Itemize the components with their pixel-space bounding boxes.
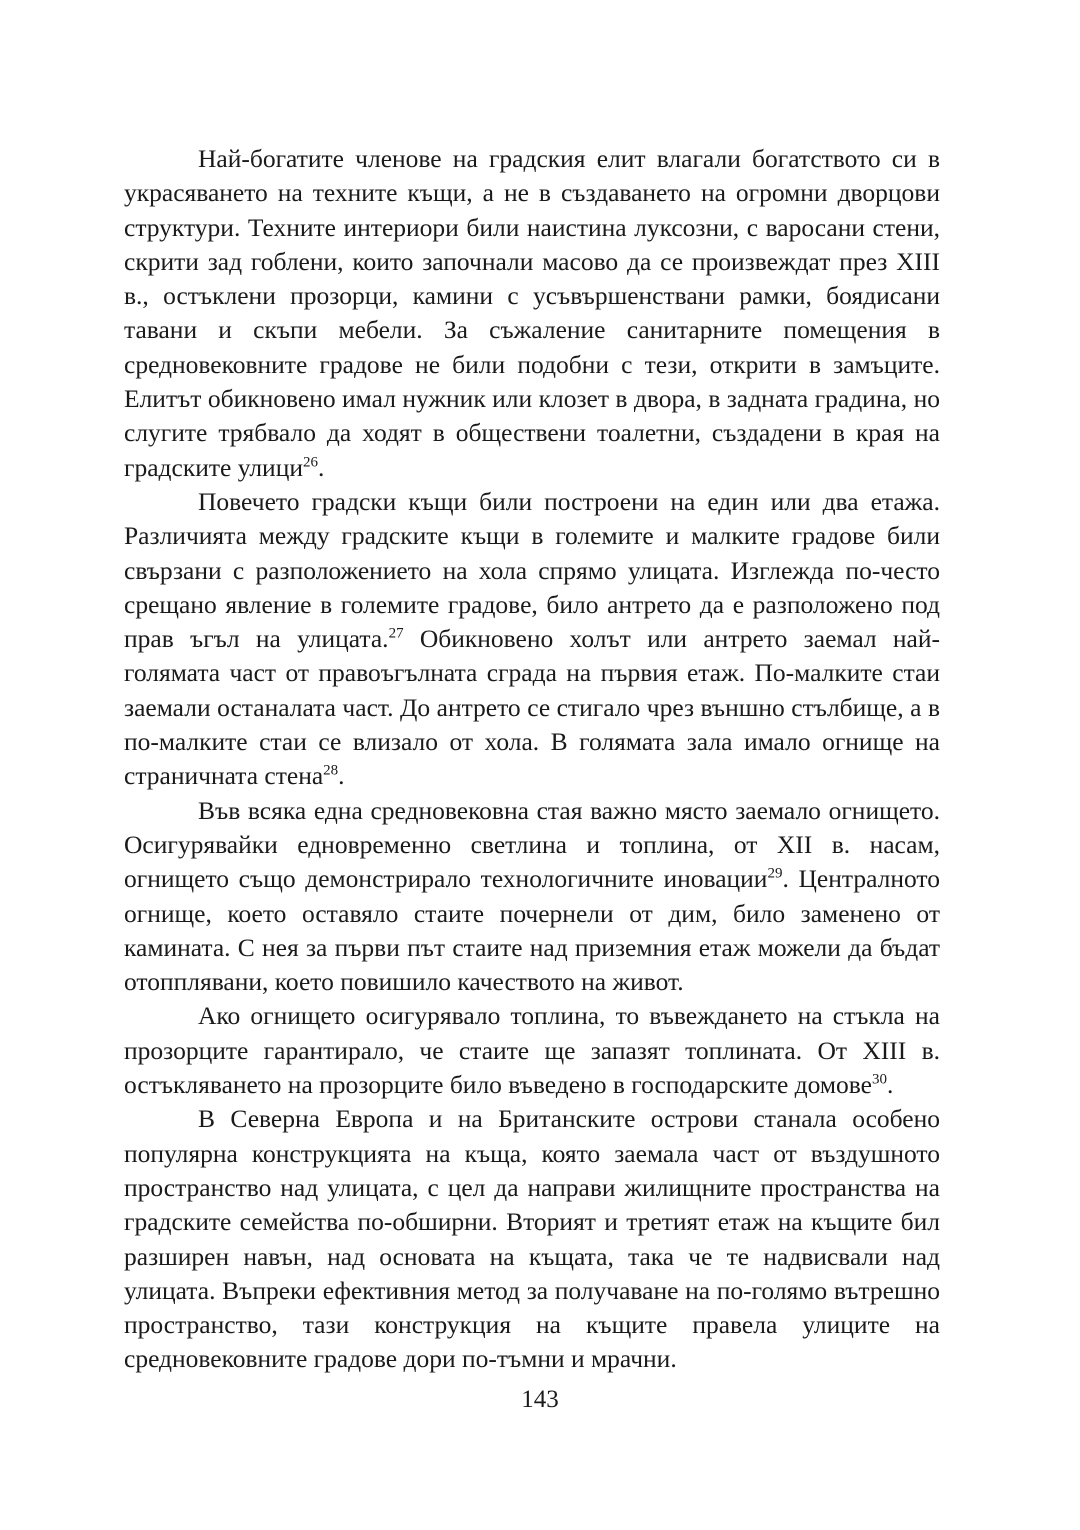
footnote-ref-28[interactable]: 28	[323, 762, 339, 779]
paragraph-3	[124, 794, 940, 1000]
footnote-ref-26[interactable]: 26	[303, 454, 318, 471]
footnote-ref-27[interactable]: 27	[388, 625, 404, 642]
paragraph-tail: . Централното огнище, което оставяло стаите почернели от дим, било заменено от камината. С нея за първи път стаите над приземния етаж можели да бъдат отопплявани, което повишило качеството на живот.	[124, 864, 940, 997]
paragraph-1	[124, 142, 940, 485]
paragraph-text: Във всяка една средновековна стая важно място заемало огнището. Осигурявайки едновременно светлина и топлина, от XII в. насам, огнището също демонстрирало технологичните иновации	[124, 795, 940, 894]
paragraph-text: Ако огнището осигурявало топлина, то въвеждането на стъкла на прозорците гарантирало, че стаите ще запазят топлината. От XIII в. остъкляването на прозорците било въведено в господарските домове	[124, 1001, 940, 1100]
page-number: 143	[521, 1386, 559, 1413]
paragraph-tail: Обикновено холът или антрето заемал най-голямата част от правоъгълната сграда на първия етаж. По-малките стаи заемали останалата част. До антрето се стигало чрез външно стълбище, а в по-малките стаи се влизало от хола. В голямата зала имало огнище на страничната стена	[124, 624, 940, 791]
paragraph-2	[124, 485, 940, 794]
page-body	[124, 142, 940, 1377]
paragraph-tail-2: .	[338, 761, 345, 791]
footnote-ref-30[interactable]: 30	[872, 1071, 888, 1088]
paragraph-tail: .	[318, 452, 325, 482]
paragraph-tail: .	[887, 1070, 894, 1100]
paragraph-4	[124, 999, 940, 1102]
paragraph-text: В Северна Европа и на Британските острови станала особено популярна конструкцията на къща, която заемала част от въздушното пространство над улицата, с цел да направи жилищните пространства на градските семейства по-обширни. Вторият и третият етаж на къщите бил разширен навън, над основата на къщата, така че те надвисвали над улицата. Въпреки ефективния метод за получаване на по-голямо вътрешно пространство, тази конструкция на къщите правела улиците на средновековните градове дори по-тъмни и мрачни.	[124, 1104, 940, 1374]
paragraph-5	[124, 1102, 940, 1376]
paragraph-text: Най-богатите членове на градския елит влагали богатството си в украсяването на техните къщи, а не в създаването на огромни дворцови структури. Техните интериори били наистина луксозни, с варосани стени, скрити зад гоблени, които започнали масово да се произвеждат през XIII в., остъклени прозорци, камини с усъвършенствани рамки, боядисани тавани и скъпи мебели. За съжаление санитарните помещения в средновековните градове не били подобни с тези, открити в замъците. Елитът обикновено имал нужник или клозет в двора, в задната градина, но слугите трябвало да ходят в обществени тоалетни, създадени в края на градските улици	[124, 144, 940, 482]
paragraph-text: Повечето градски къщи били построени на един или два етажа. Различията между градските къщи в големите и малките градове били свързани с разположението на хола спрямо улицата. Изглежда по-често срещано явление в големите градове, било антрето да е разположено под прав ъгъл на улицата.	[124, 486, 940, 654]
footnote-ref-29[interactable]: 29	[767, 865, 783, 882]
